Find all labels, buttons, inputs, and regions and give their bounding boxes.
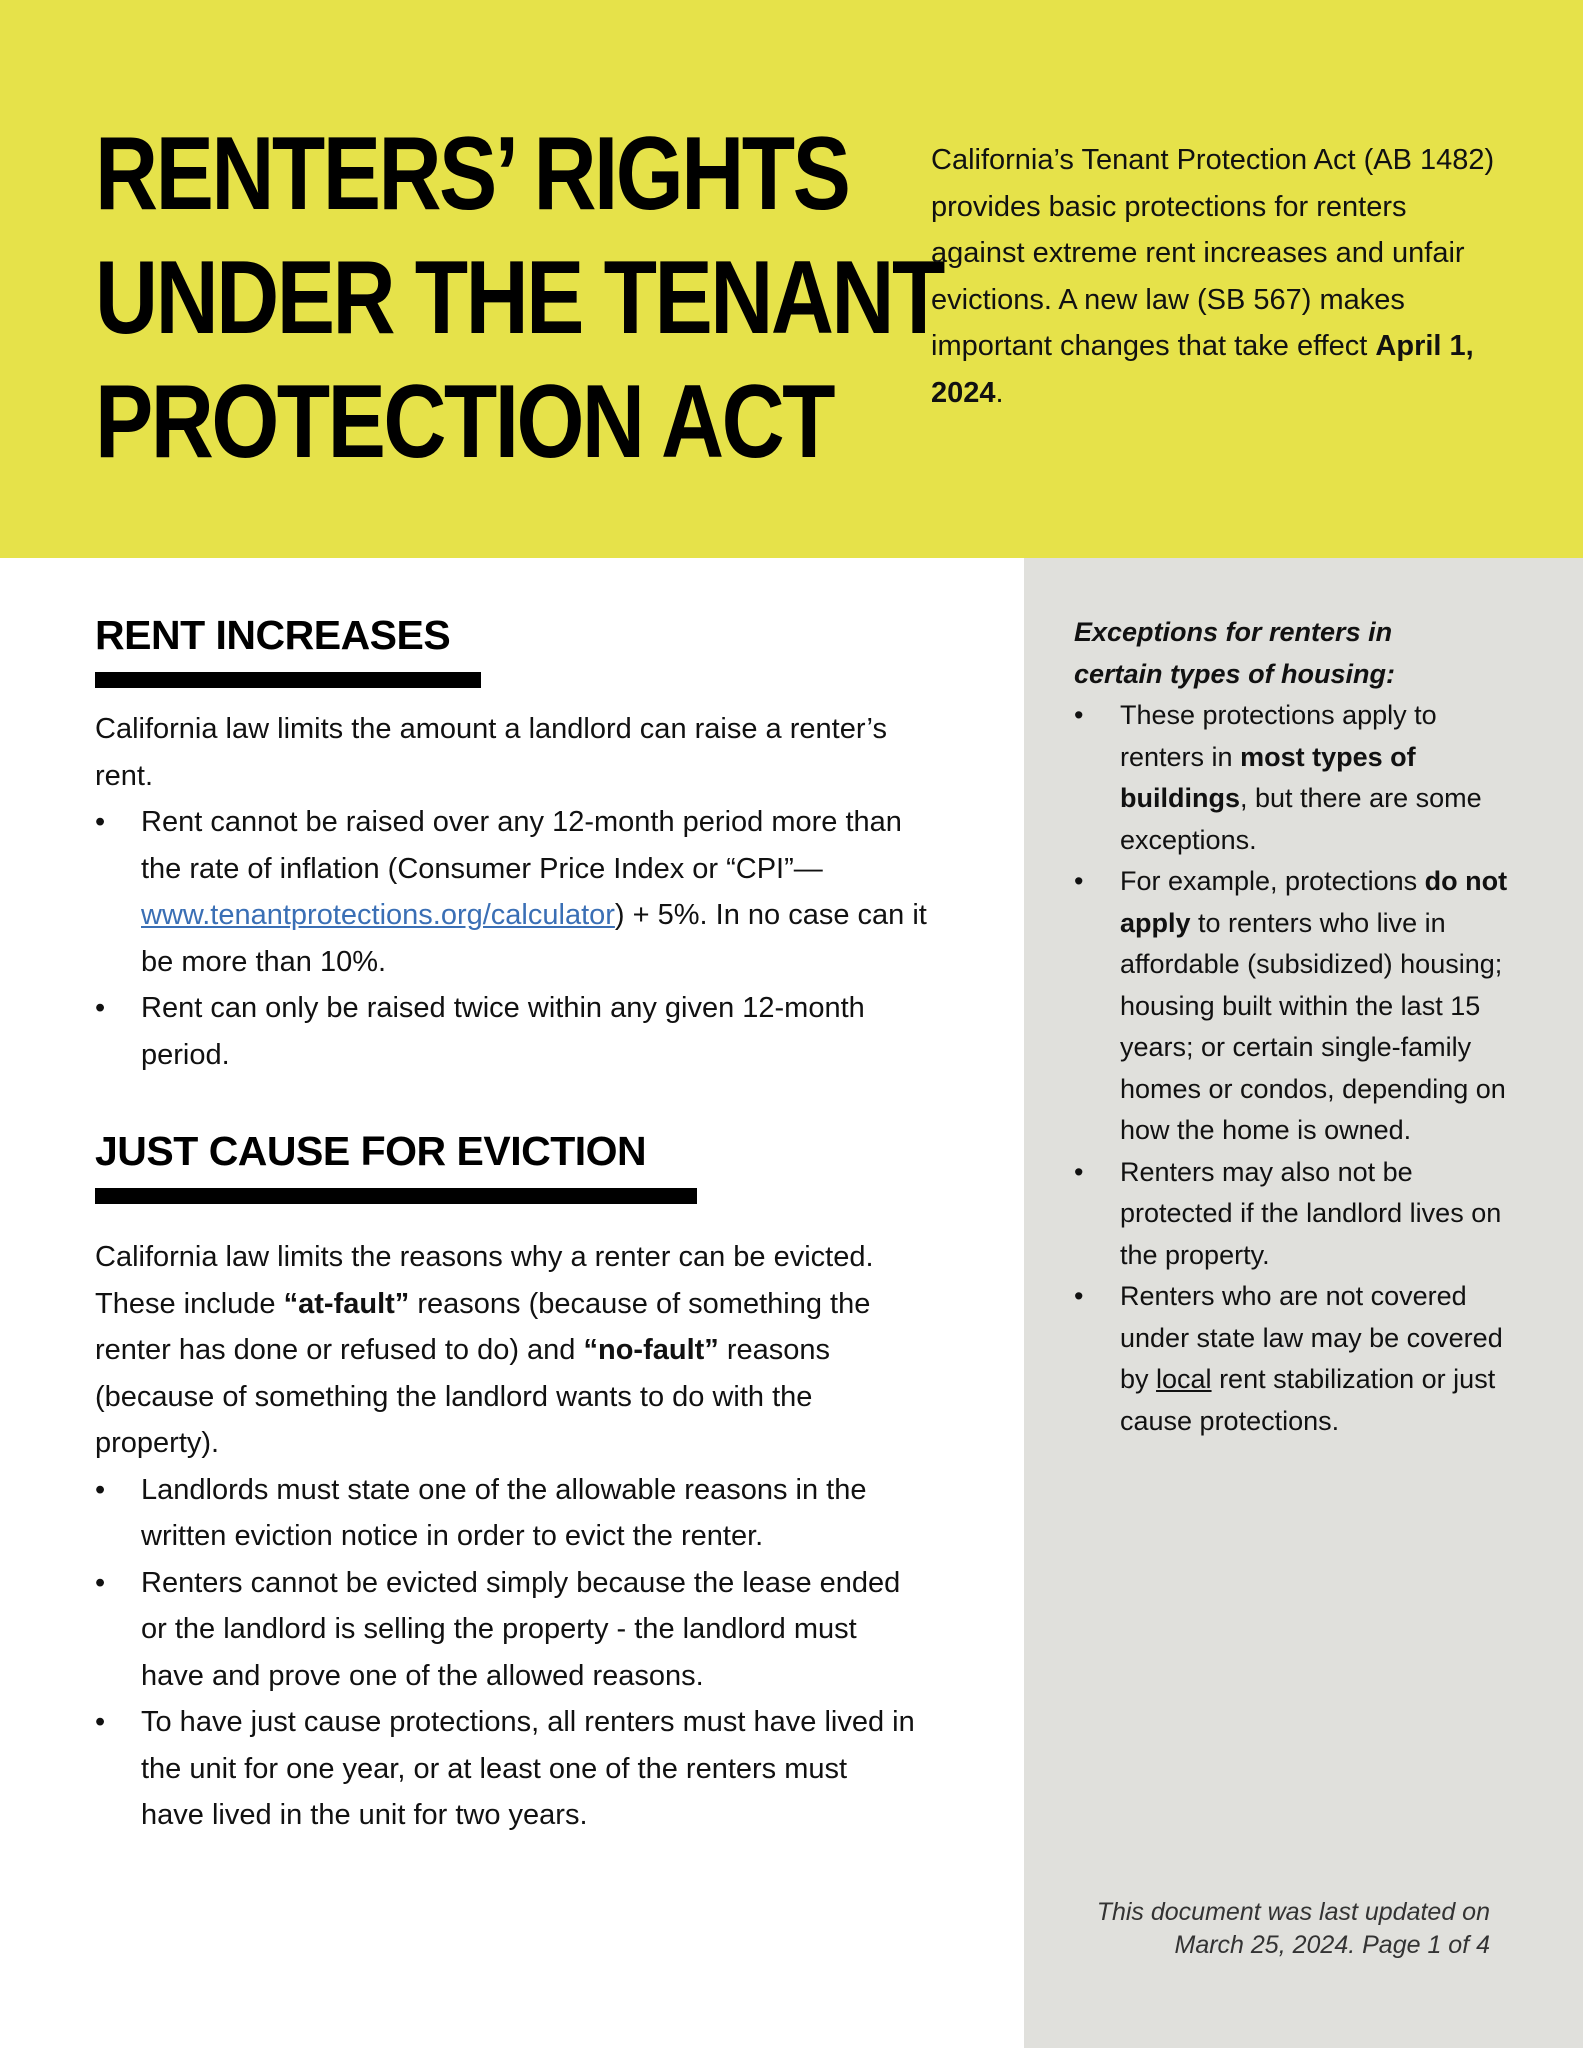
page-title bbox=[95, 112, 943, 484]
footer-line: March 25, 2024. Page 1 of 4 bbox=[1174, 1931, 1490, 1959]
title-line: UNDER THE TENANT bbox=[95, 240, 943, 356]
list-item bbox=[1074, 861, 1514, 1152]
list-item bbox=[1074, 695, 1514, 861]
intro-end: . bbox=[995, 376, 1004, 409]
last-updated-note bbox=[1040, 1896, 1490, 1962]
title-line: RENTERS’ RIGHTS bbox=[95, 116, 849, 232]
intro-date: April 1, 2024 bbox=[931, 330, 1474, 409]
calculator-link[interactable]: www.tenantprotections.org/calculator bbox=[141, 899, 615, 931]
title-line: PROTECTION ACT bbox=[95, 364, 833, 480]
bullet-text: , but there are some exceptions. bbox=[1120, 783, 1482, 855]
list-item: • To have just cause protections, all renters must have lived in the unit for one year, or at least one of the renters must have lived in the unit for two years. bbox=[95, 1699, 915, 1839]
bullet-text: to renters who live in affordable (subsidized) housing; housing built within the last 15 years; or certain single-family homes or condos, depending on how the home is owned. bbox=[1120, 907, 1506, 1145]
intro-text: reasons (because of something the renter has done or refused to do) and bbox=[95, 1287, 871, 1366]
rent-increases-list bbox=[95, 799, 935, 1078]
just-cause-body bbox=[95, 1234, 915, 1839]
bullet-text: These protections apply to renters in bbox=[1120, 700, 1437, 772]
footer-line: This document was last updated on bbox=[1096, 1898, 1490, 1926]
just-cause-rule bbox=[95, 1188, 697, 1204]
intro-paragraph bbox=[931, 137, 1501, 416]
header-banner bbox=[0, 0, 1583, 558]
list-item bbox=[95, 799, 935, 985]
intro-text: California’s Tenant Protection Act (AB 1482) provides basic protections for renters against extreme rent increases and unfair evictions. A new law (SB 567) makes important changes that take effect bbox=[931, 144, 1495, 362]
bullet-text: ) + 5%. In no case can it be more than 10%. bbox=[141, 899, 927, 978]
title-line: Exceptions for renters in bbox=[1074, 617, 1393, 647]
no-fault-term: “no-fault” bbox=[583, 1334, 719, 1366]
list-item: • Renters cannot be evicted simply because the lease ended or the landlord is selling the property - the landlord must have and prove one of the allowed reasons. bbox=[95, 1560, 915, 1700]
exceptions-content bbox=[1074, 612, 1514, 1442]
rent-increases-body bbox=[95, 706, 935, 1078]
just-cause-list bbox=[95, 1467, 915, 1839]
bullet-text: rent stabilization or just cause protections. bbox=[1120, 1364, 1496, 1436]
title-line: certain types of housing: bbox=[1074, 658, 1396, 689]
bullet-text: Renters who are not covered under state law may be covered by bbox=[1120, 1281, 1503, 1394]
list-item: • Rent can only be raised twice within any given 12-month period. bbox=[95, 985, 935, 1078]
list-item: • Renters may also not be protected if the landlord lives on the property. bbox=[1074, 1152, 1514, 1277]
underlined-term: local bbox=[1156, 1364, 1212, 1394]
exceptions-title bbox=[1074, 612, 1514, 695]
list-item: • Landlords must state one of the allowable reasons in the written eviction notice in order to evict the renter. bbox=[95, 1467, 915, 1560]
at-fault-term: “at-fault” bbox=[283, 1287, 410, 1320]
bullet-text: For example, protections bbox=[1120, 866, 1425, 896]
exceptions-list bbox=[1074, 695, 1514, 1442]
intro-text: reasons (because of something the landlord wants to do with the property). bbox=[95, 1334, 831, 1459]
rent-increases-intro: California law limits the amount a landlord can raise a renter’s rent. bbox=[95, 713, 887, 792]
list-item bbox=[1074, 1276, 1514, 1442]
intro-text: California law limits the reasons why a renter can be evicted. These include bbox=[95, 1241, 874, 1320]
bullet-text: Rent cannot be raised over any 12-month period more than the rate of inflation (Consumer Price Index or “CPI”— bbox=[141, 806, 902, 885]
emphasis: do not apply bbox=[1120, 866, 1508, 938]
rent-increases-heading: RENT INCREASES bbox=[95, 612, 451, 658]
rent-increases-rule bbox=[95, 672, 481, 688]
just-cause-intro bbox=[95, 1234, 915, 1467]
just-cause-heading: JUST CAUSE FOR EVICTION bbox=[95, 1128, 647, 1174]
emphasis: most types of buildings bbox=[1120, 741, 1416, 813]
